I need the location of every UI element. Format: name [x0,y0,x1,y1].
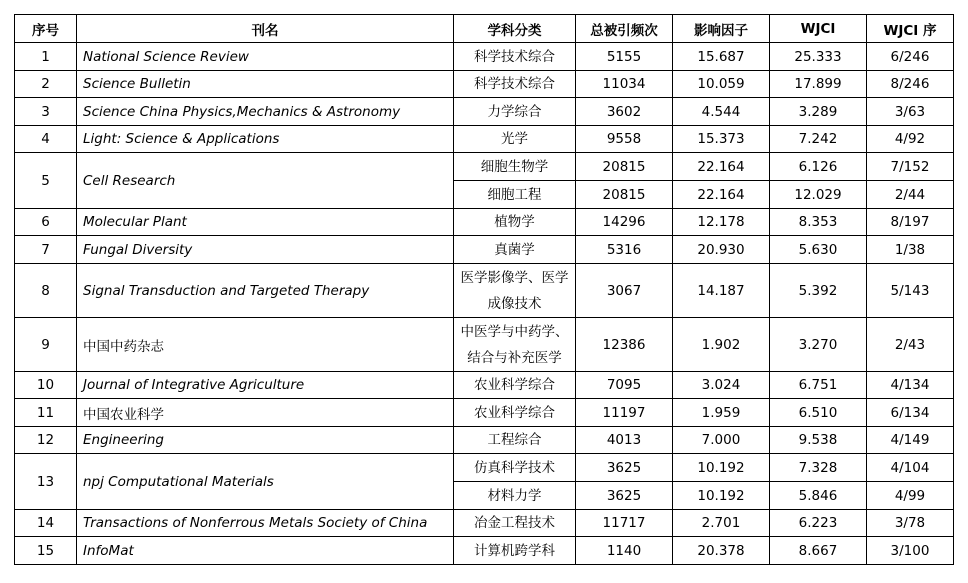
cell-no: 5 [15,153,77,209]
cell-impact-factor: 2.701 [673,510,770,537]
cell-wjci-rank: 8/246 [867,71,954,98]
cell-subject: 真菌学 [454,236,576,264]
cell-journal: Fungal Diversity [77,236,454,264]
cell-wjci-rank: 7/152 [867,153,954,181]
cell-no: 2 [15,71,77,98]
table-row [15,126,954,153]
cell-citations: 11197 [576,399,673,427]
cell-subject: 材料力学 [454,482,576,510]
cell-impact-factor: 15.687 [673,43,770,71]
cell-wjci: 6.510 [770,399,867,427]
cell-wjci-rank: 4/104 [867,454,954,482]
cell-subject: 科学技术综合 [454,71,576,98]
cell-impact-factor: 22.164 [673,153,770,181]
cell-no: 1 [15,43,77,71]
table-row [15,372,954,399]
cell-no: 7 [15,236,77,264]
cell-wjci-rank: 3/100 [867,537,954,565]
header-cell-subject: 学科分类 [454,15,576,43]
cell-subject: 光学 [454,126,576,153]
cell-impact-factor: 1.959 [673,399,770,427]
cell-subject: 冶金工程技术 [454,510,576,537]
header-cell-wjci: WJCI [770,15,867,43]
cell-wjci-rank: 2/43 [867,318,954,372]
header-row [15,15,954,43]
cell-impact-factor: 10.192 [673,482,770,510]
cell-wjci: 8.353 [770,209,867,236]
table-row [15,98,954,126]
cell-citations: 4013 [576,427,673,454]
cell-impact-factor: 7.000 [673,427,770,454]
cell-wjci-rank: 8/197 [867,209,954,236]
cell-wjci: 5.846 [770,482,867,510]
table-row [15,209,954,236]
cell-wjci-rank: 5/143 [867,264,954,318]
cell-wjci: 25.333 [770,43,867,71]
table-body [15,43,954,565]
cell-wjci-rank: 2/44 [867,181,954,209]
cell-citations: 5155 [576,43,673,71]
cell-wjci-rank: 4/149 [867,427,954,454]
table-row [15,264,954,318]
cell-citations: 11717 [576,510,673,537]
cell-no: 4 [15,126,77,153]
journal-table [14,14,954,565]
cell-citations: 12386 [576,318,673,372]
header-cell-wjci-rank: WJCI 序 [867,15,954,43]
table-row [15,236,954,264]
header-cell-impact-factor: 影响因子 [673,15,770,43]
cell-citations: 1140 [576,537,673,565]
table-row [15,399,954,427]
cell-wjci: 5.630 [770,236,867,264]
cell-wjci: 6.223 [770,510,867,537]
table-row [15,537,954,565]
cell-wjci-rank: 4/134 [867,372,954,399]
cell-no: 11 [15,399,77,427]
header-cell-citations: 总被引频次 [576,15,673,43]
cell-subject: 力学综合 [454,98,576,126]
cell-impact-factor: 10.192 [673,454,770,482]
cell-no: 13 [15,454,77,510]
cell-no: 8 [15,264,77,318]
cell-wjci: 3.289 [770,98,867,126]
cell-journal: 中国中药杂志 [77,318,454,372]
cell-wjci-rank: 1/38 [867,236,954,264]
cell-impact-factor: 20.930 [673,236,770,264]
cell-citations: 20815 [576,181,673,209]
cell-wjci-rank: 4/92 [867,126,954,153]
cell-subject: 农业科学综合 [454,399,576,427]
cell-subject: 科学技术综合 [454,43,576,71]
table-row [15,153,954,181]
cell-subject: 计算机跨学科 [454,537,576,565]
cell-journal: Engineering [77,427,454,454]
cell-subject: 细胞工程 [454,181,576,209]
cell-no: 10 [15,372,77,399]
cell-subject: 中医学与中药学、结合与补充医学 [454,318,576,372]
header-cell-no: 序号 [15,15,77,43]
cell-wjci: 8.667 [770,537,867,565]
cell-citations: 3067 [576,264,673,318]
cell-impact-factor: 14.187 [673,264,770,318]
cell-wjci: 3.270 [770,318,867,372]
cell-wjci: 5.392 [770,264,867,318]
cell-impact-factor: 22.164 [673,181,770,209]
cell-impact-factor: 20.378 [673,537,770,565]
cell-subject: 农业科学综合 [454,372,576,399]
cell-citations: 7095 [576,372,673,399]
cell-wjci-rank: 6/134 [867,399,954,427]
cell-impact-factor: 12.178 [673,209,770,236]
cell-journal: Signal Transduction and Targeted Therapy [77,264,454,318]
table-row [15,71,954,98]
cell-subject: 细胞生物学 [454,153,576,181]
cell-journal: Molecular Plant [77,209,454,236]
cell-wjci: 12.029 [770,181,867,209]
cell-journal: Light: Science & Applications [77,126,454,153]
cell-impact-factor: 10.059 [673,71,770,98]
journal-table-container [14,14,953,565]
cell-impact-factor: 1.902 [673,318,770,372]
cell-wjci-rank: 3/78 [867,510,954,537]
cell-citations: 20815 [576,153,673,181]
cell-wjci-rank: 3/63 [867,98,954,126]
cell-journal: National Science Review [77,43,454,71]
cell-journal: 中国农业科学 [77,399,454,427]
table-row [15,43,954,71]
table-row [15,510,954,537]
cell-wjci: 7.242 [770,126,867,153]
cell-journal: Cell Research [77,153,454,209]
cell-impact-factor: 4.544 [673,98,770,126]
cell-citations: 14296 [576,209,673,236]
cell-citations: 3625 [576,454,673,482]
cell-journal: Science Bulletin [77,71,454,98]
cell-subject: 仿真科学技术 [454,454,576,482]
cell-wjci-rank: 4/99 [867,482,954,510]
table-row [15,427,954,454]
table-row [15,454,954,482]
cell-wjci: 7.328 [770,454,867,482]
cell-no: 14 [15,510,77,537]
cell-journal: Transactions of Nonferrous Metals Society of China [77,510,454,537]
cell-no: 9 [15,318,77,372]
cell-impact-factor: 15.373 [673,126,770,153]
cell-citations: 3602 [576,98,673,126]
cell-citations: 5316 [576,236,673,264]
cell-wjci: 9.538 [770,427,867,454]
header-cell-journal: 刊名 [77,15,454,43]
cell-wjci-rank: 6/246 [867,43,954,71]
cell-no: 3 [15,98,77,126]
cell-impact-factor: 3.024 [673,372,770,399]
cell-citations: 9558 [576,126,673,153]
cell-wjci: 6.751 [770,372,867,399]
cell-journal: Journal of Integrative Agriculture [77,372,454,399]
cell-journal: InfoMat [77,537,454,565]
cell-subject: 工程综合 [454,427,576,454]
table-row [15,318,954,372]
cell-journal: npj Computational Materials [77,454,454,510]
cell-citations: 11034 [576,71,673,98]
cell-wjci: 6.126 [770,153,867,181]
cell-citations: 3625 [576,482,673,510]
cell-wjci: 17.899 [770,71,867,98]
cell-no: 15 [15,537,77,565]
cell-subject: 医学影像学、医学成像技术 [454,264,576,318]
cell-no: 6 [15,209,77,236]
cell-subject: 植物学 [454,209,576,236]
cell-journal: Science China Physics,Mechanics & Astronomy [77,98,454,126]
cell-no: 12 [15,427,77,454]
